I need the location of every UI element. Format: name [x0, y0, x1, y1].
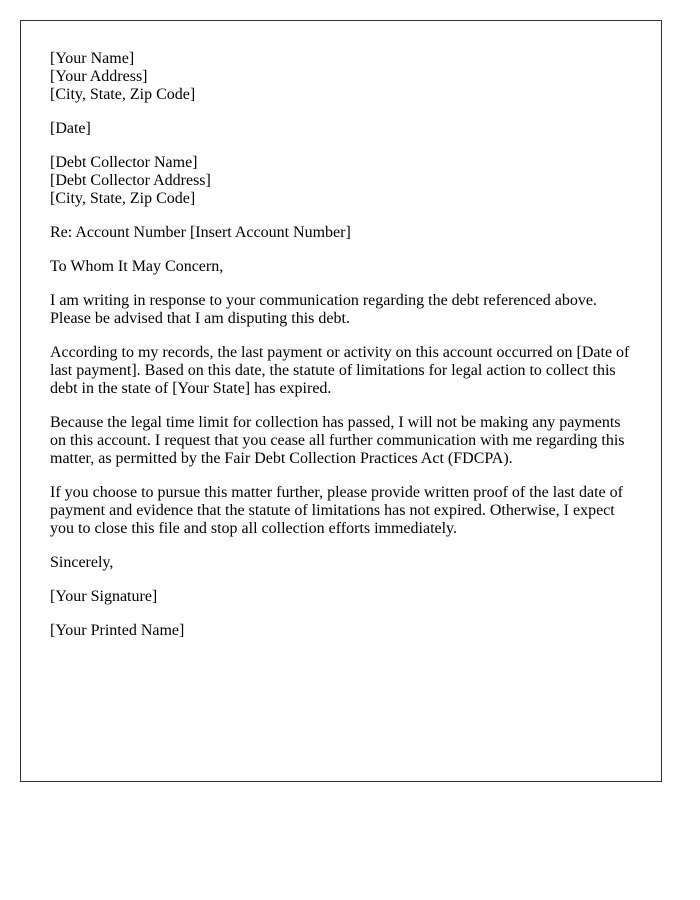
body-paragraph-1: I am writing in response to your communication regarding the debt referenced above. Please be advised that I am disputing this debt. [50, 292, 597, 327]
body-paragraph-2: According to my records, the last payment or activity on this account occurred on [Date of last payment]. Based on this date, the statute of limitations for legal action to collect this debt in the state of [Your State] has expired. [50, 344, 630, 397]
closing: Sincerely, [50, 554, 114, 571]
letter-content [50, 50, 640, 656]
sender-block [50, 50, 640, 104]
recipient-block [50, 154, 640, 208]
sender-name: [Your Name] [50, 50, 135, 67]
letter-page [20, 20, 662, 782]
body-paragraph-3: Because the legal time limit for collection has passed, I will not be making any payments on this account. I request that you cease all further communication with me regarding this matter, as permitted by the Fair Debt Collection Practices Act (FDCPA). [50, 414, 625, 467]
recipient-address: [Debt Collector Address] [50, 172, 211, 189]
body-paragraph-4: If you choose to pursue this matter further, please provide written proof of the last date of payment and evidence that the statute of limitations has not expired. Otherwise, I expect you to close this file and stop all collection efforts immediately. [50, 484, 623, 537]
recipient-city-state-zip: [City, State, Zip Code] [50, 190, 196, 207]
printed-name: [Your Printed Name] [50, 622, 185, 639]
sender-address: [Your Address] [50, 68, 148, 85]
salutation: To Whom It May Concern, [50, 258, 224, 275]
subject-line: Re: Account Number [Insert Account Number] [50, 224, 351, 241]
signature-placeholder: [Your Signature] [50, 588, 158, 605]
letter-date: [Date] [50, 120, 91, 137]
sender-city-state-zip: [City, State, Zip Code] [50, 86, 196, 103]
recipient-name: [Debt Collector Name] [50, 154, 198, 171]
